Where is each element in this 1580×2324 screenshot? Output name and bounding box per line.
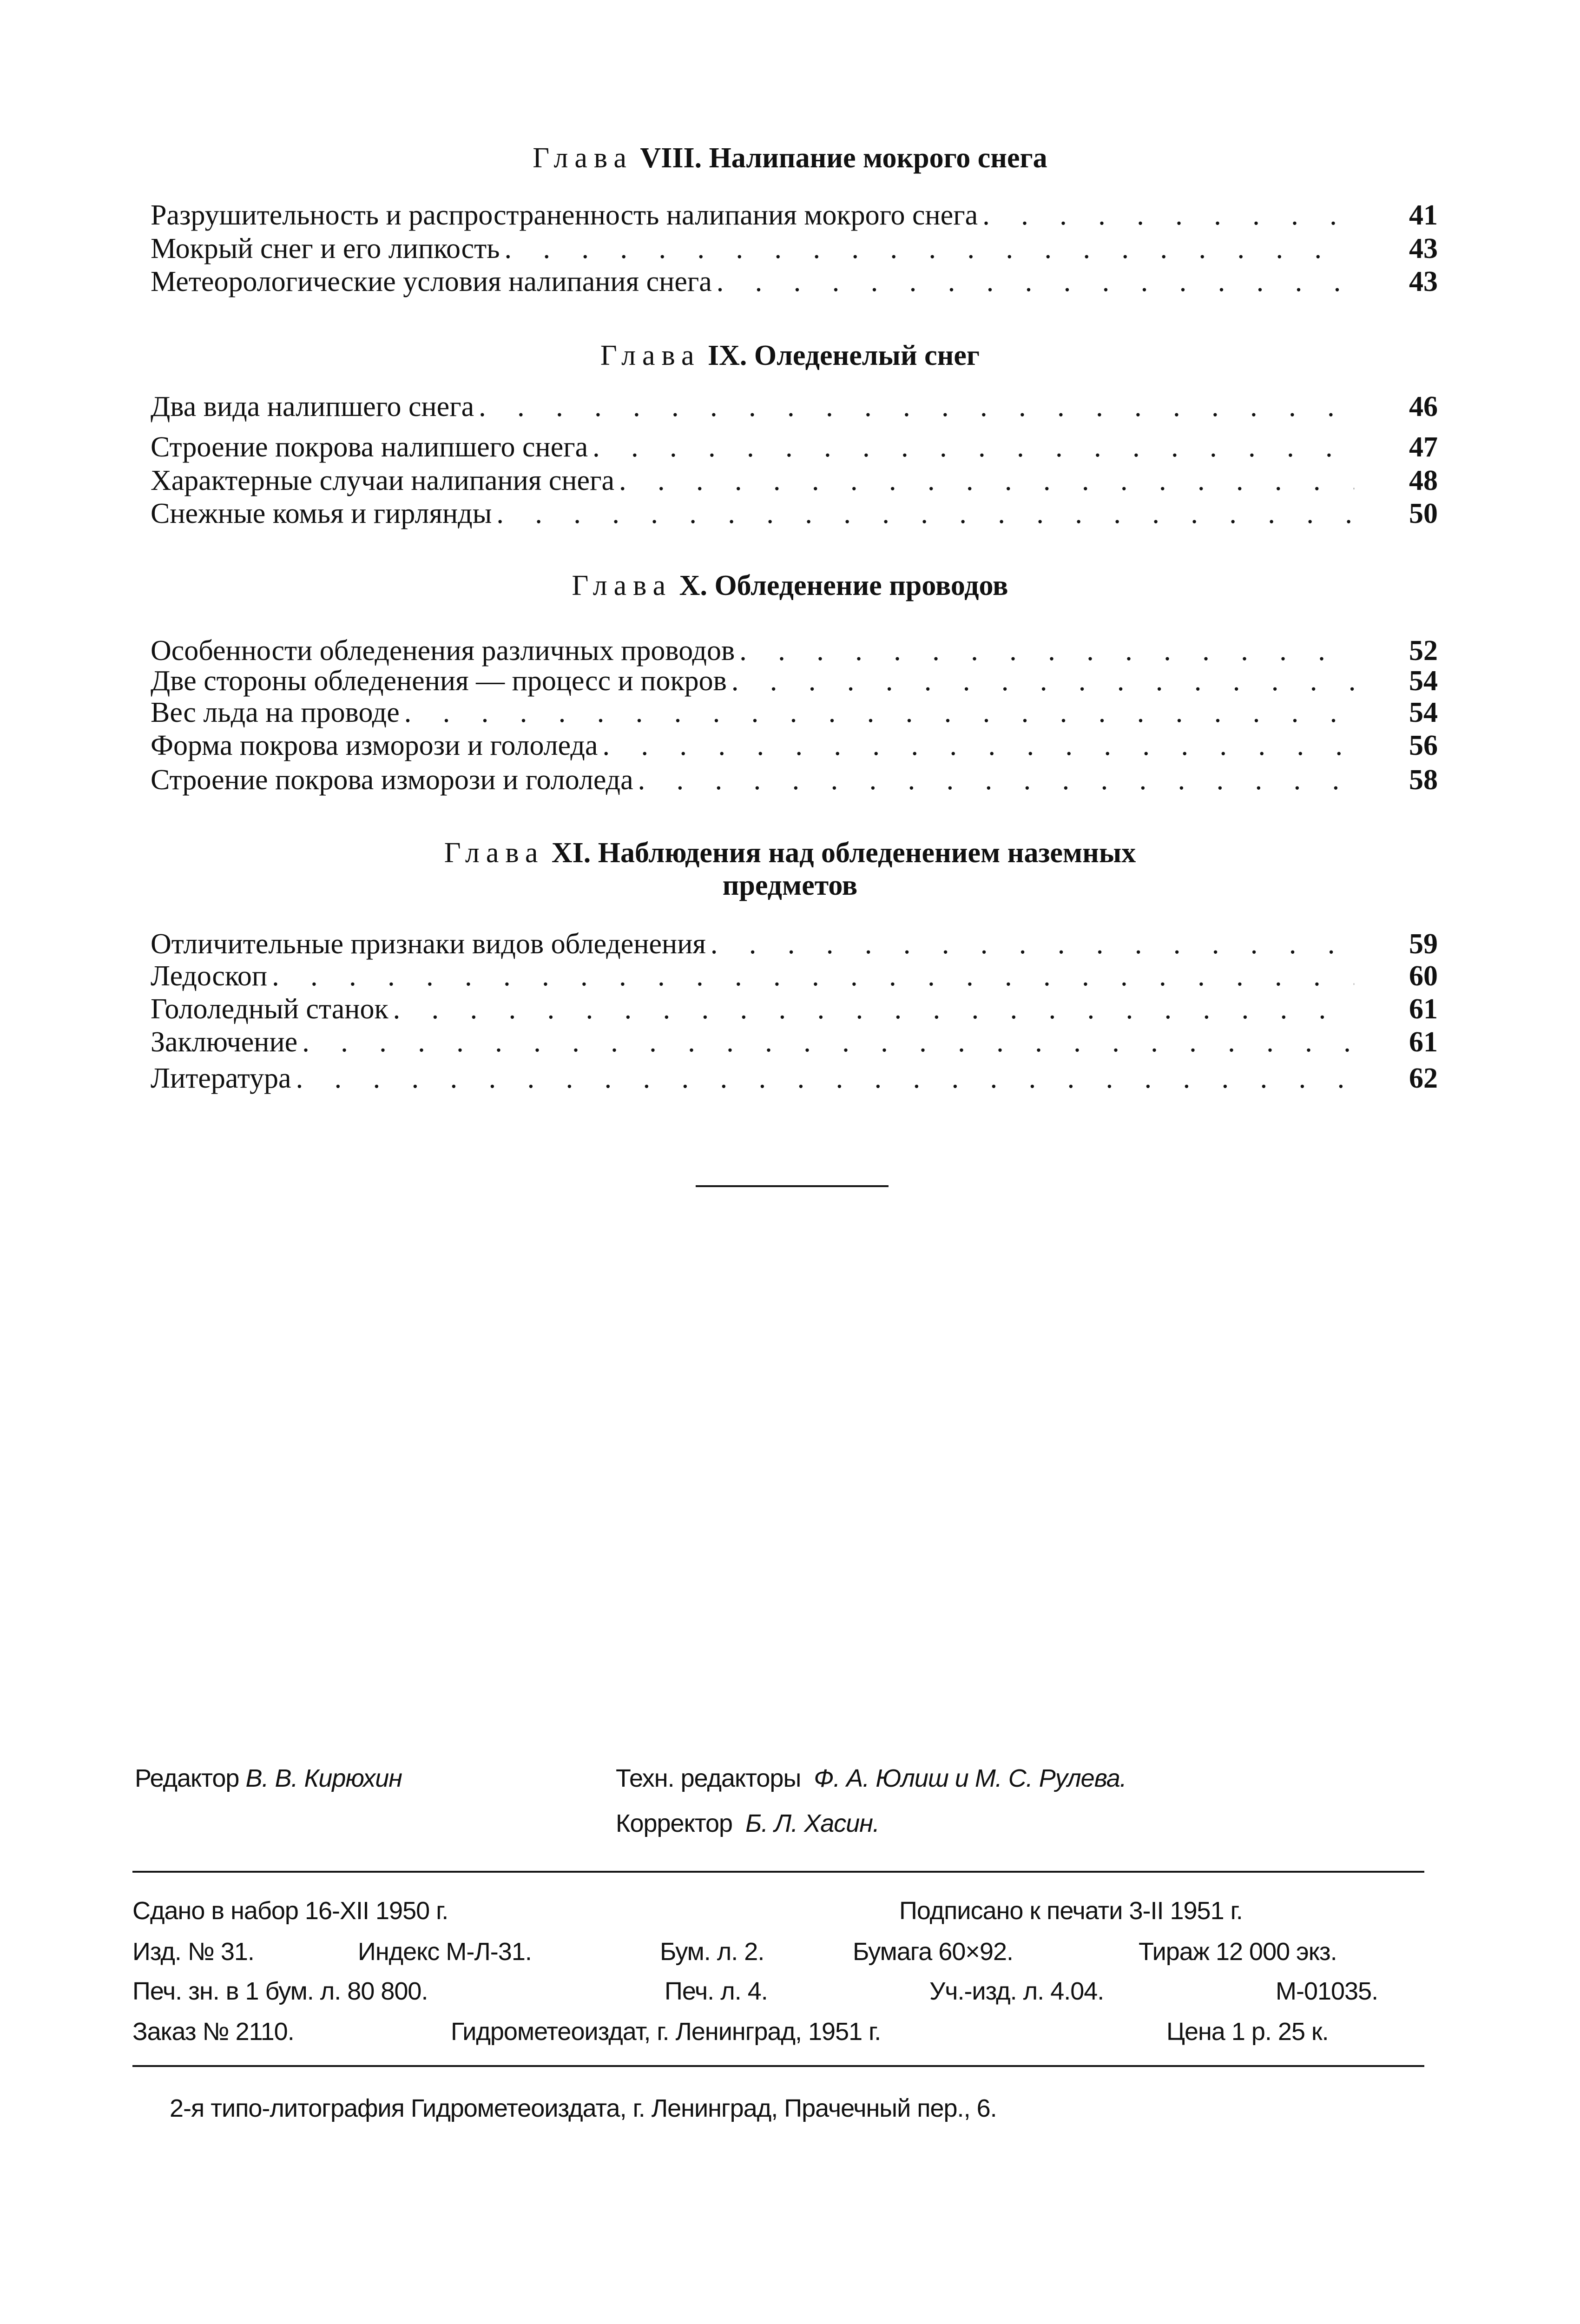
toc-entry xyxy=(151,390,1438,423)
entry-title: Вес льда на проводе xyxy=(151,697,400,728)
imprint-text: Гидрометеоиздат, г. Ленинград, 1951 г. xyxy=(451,2018,881,2046)
imprint-text: Печ. л. 4. xyxy=(665,1977,768,2005)
entry-title: Строение покрова изморози и гололеда xyxy=(151,764,633,796)
dot-leader xyxy=(302,1026,1354,1058)
imprint-text: Индекс М-Л-31. xyxy=(358,1938,532,1966)
entry-title: Разрушительность и распространенность налипания мокрого снега xyxy=(151,199,978,231)
entry-page-number: 48 xyxy=(1409,465,1438,496)
section-divider xyxy=(696,1185,889,1187)
imprint-text: Заказ № 2110. xyxy=(132,2018,294,2046)
dot-leader xyxy=(496,497,1354,530)
chapter-heading xyxy=(0,569,1580,602)
toc-entry xyxy=(151,464,1438,497)
entry-title: Литература xyxy=(151,1063,291,1094)
toc-entry xyxy=(151,665,1438,697)
entry-title: Строение покрова налипшего снега xyxy=(151,431,588,463)
entry-title: Форма покрова изморози и гололеда xyxy=(151,730,598,761)
entry-page-number: 60 xyxy=(1409,960,1438,992)
toc-entry xyxy=(151,265,1438,298)
toc-entry xyxy=(151,634,1438,667)
chapter-prefix: Глава xyxy=(600,340,701,371)
entry-page-number: 54 xyxy=(1409,665,1438,697)
imprint-text: Цена 1 р. 25 к. xyxy=(1166,2018,1329,2046)
dot-leader xyxy=(619,464,1354,497)
dot-leader xyxy=(731,665,1354,697)
entry-title: Метеорологические условия налипания снега xyxy=(151,266,712,297)
entry-page-number: 59 xyxy=(1409,928,1438,960)
editor-line: Редактор В. В. Кирюхин xyxy=(135,1764,402,1792)
imprint-text: Бум. л. 2. xyxy=(660,1938,764,1966)
toc-entry xyxy=(151,497,1438,530)
entry-title: Отличительные признаки видов обледенения xyxy=(151,928,706,960)
entry-page-number: 46 xyxy=(1409,391,1438,423)
dot-leader xyxy=(404,696,1354,729)
toc-entry xyxy=(151,1026,1438,1058)
entry-title: Гололедный станок xyxy=(151,993,388,1025)
tech-editors-line: Техн. редакторы Ф. А. Юлиш и М. С. Рулева. xyxy=(616,1764,1126,1792)
chapter-heading xyxy=(0,142,1580,174)
entry-page-number: 54 xyxy=(1409,697,1438,728)
entry-page-number: 52 xyxy=(1409,635,1438,667)
entry-title: Снежные комья и гирлянды xyxy=(151,498,492,529)
entry-page-number: 50 xyxy=(1409,498,1438,529)
entry-page-number: 47 xyxy=(1409,431,1438,463)
imprint-text: Печ. зн. в 1 бум. л. 80 800. xyxy=(132,1977,428,2005)
entry-page-number: 56 xyxy=(1409,730,1438,761)
dot-leader xyxy=(479,390,1354,423)
toc-entry xyxy=(151,764,1438,796)
entry-page-number: 62 xyxy=(1409,1063,1438,1094)
printer-line: 2-я типо-литография Гидрометеоиздата, г. Ленинград, Прачечный пер., 6. xyxy=(170,2094,997,2122)
entry-title: Два вида налипшего снега xyxy=(151,391,474,423)
entry-page-number: 43 xyxy=(1409,233,1438,264)
entry-title: Характерные случаи налипания снега xyxy=(151,465,615,496)
corrector-line: Корректор Б. Л. Хасин. xyxy=(616,1809,880,1837)
chapter-title: XI. Наблюдения над обледенением наземных xyxy=(551,837,1136,869)
toc-entry xyxy=(151,199,1438,231)
dot-leader xyxy=(296,1062,1354,1095)
toc-entry xyxy=(151,729,1438,762)
chapter-heading xyxy=(0,837,1580,869)
entry-title: Особенности обледенения различных проводов xyxy=(151,635,735,667)
toc-entry xyxy=(151,960,1438,992)
chapter-title: VIII. Налипание мокрого снега xyxy=(640,142,1047,174)
chapter-prefix: Глава xyxy=(533,142,633,174)
dot-leader xyxy=(638,764,1354,796)
toc-entry xyxy=(151,993,1438,1025)
rule-top xyxy=(132,1871,1424,1873)
chapter-title-continued: предметов xyxy=(722,870,858,901)
dot-leader xyxy=(739,634,1354,667)
chapter-title: IX. Оледенелый снег xyxy=(708,340,980,371)
entry-page-number: 58 xyxy=(1409,764,1438,796)
dot-leader xyxy=(982,199,1354,231)
imprint-text: Изд. № 31. xyxy=(132,1938,254,1966)
chapter-heading xyxy=(0,339,1580,372)
dot-leader xyxy=(602,729,1354,762)
dot-leader xyxy=(717,265,1354,298)
entry-title: Ледоскоп xyxy=(151,960,268,992)
chapter-prefix: Глава xyxy=(572,570,672,601)
toc-entry xyxy=(151,1062,1438,1095)
toc-entry xyxy=(151,696,1438,729)
chapter-prefix: Глава xyxy=(444,837,545,869)
entry-title: Мокрый снег и его липкость xyxy=(151,233,500,264)
toc-entry xyxy=(151,928,1438,960)
imprint-text: Тираж 12 000 экз. xyxy=(1139,1938,1337,1966)
toc-entry xyxy=(151,431,1438,463)
imprint-text: Подписано к печати 3-II 1951 г. xyxy=(899,1897,1243,1925)
entry-page-number: 61 xyxy=(1409,1026,1438,1058)
imprint-text: М-01035. xyxy=(1276,1977,1378,2005)
dot-leader xyxy=(272,960,1354,992)
dot-leader xyxy=(393,993,1354,1025)
entry-page-number: 43 xyxy=(1409,266,1438,297)
chapter-heading-line2 xyxy=(0,869,1580,902)
chapter-title: X. Обледенение проводов xyxy=(679,570,1008,601)
entry-title: Заключение xyxy=(151,1026,298,1058)
dot-leader xyxy=(504,232,1354,265)
rule-bottom xyxy=(132,2065,1424,2067)
dot-leader xyxy=(592,431,1354,463)
entry-title: Две стороны обледенения — процесс и покров xyxy=(151,665,727,697)
toc-entry xyxy=(151,232,1438,265)
imprint-text: Уч.-изд. л. 4.04. xyxy=(929,1977,1104,2005)
dot-leader xyxy=(711,928,1354,960)
entry-page-number: 41 xyxy=(1409,199,1438,231)
imprint-text: Сдано в набор 16-XII 1950 г. xyxy=(132,1897,448,1925)
imprint-text: Бумага 60×92. xyxy=(853,1938,1014,1966)
entry-page-number: 61 xyxy=(1409,993,1438,1025)
